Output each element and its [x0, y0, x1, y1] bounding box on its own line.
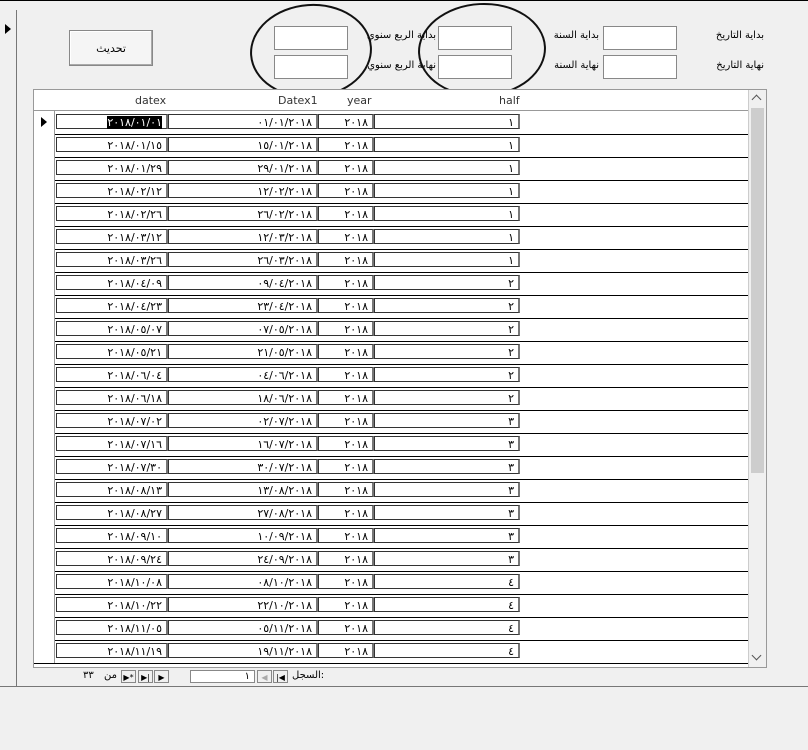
- cell-datex1[interactable]: [168, 459, 318, 474]
- cell-datex[interactable]: [56, 321, 168, 336]
- previous-record-icon[interactable]: ◀: [257, 670, 272, 683]
- cell-datex[interactable]: [56, 574, 168, 589]
- cell-half[interactable]: [374, 643, 520, 658]
- cell-value: ١: [508, 254, 514, 267]
- cell-datex[interactable]: [56, 413, 168, 428]
- cell-datex[interactable]: [56, 183, 168, 198]
- cell-value: ٢: [508, 300, 514, 313]
- scroll-up-icon[interactable]: [752, 95, 762, 105]
- table-row[interactable]: [34, 410, 748, 434]
- cell-value: ١: [508, 139, 514, 152]
- cell-value: ٣: [508, 530, 514, 543]
- cell-value: ٢٠١٨/٠٢/٢٦: [107, 208, 162, 221]
- cell-datex[interactable]: [56, 597, 168, 612]
- cell-value: ٢٠١٨: [344, 507, 368, 520]
- row-selector[interactable]: [34, 456, 55, 479]
- form-selector-arrow-icon: [5, 24, 11, 34]
- cell-value: ٢٤/٠٩/٢٠١٨: [257, 553, 312, 566]
- cell-datex[interactable]: [56, 390, 168, 405]
- table-row[interactable]: [34, 203, 748, 227]
- cell-datex1[interactable]: [168, 252, 318, 267]
- cell-half[interactable]: [374, 597, 520, 612]
- cell-value: ٢٠١٨: [344, 484, 368, 497]
- cell-year[interactable]: [318, 252, 374, 267]
- vertical-scrollbar[interactable]: [748, 90, 767, 667]
- cell-value: ٢٠١٨/٠٥/٠٧: [107, 323, 162, 336]
- cell-value: ٢٠١٨/٠٢/١٢: [107, 185, 162, 198]
- cell-year[interactable]: [318, 505, 374, 520]
- cell-value: ٢٠١٨/٠٨/١٣: [107, 484, 162, 497]
- cell-value: ٢٠١٨: [344, 461, 368, 474]
- cell-value: ٢٠١٨/٠٣/١٢: [107, 231, 162, 244]
- cell-half[interactable]: [374, 160, 520, 175]
- row-selector[interactable]: [34, 272, 55, 295]
- cell-value: ٠٢/٠٧/٢٠١٨: [257, 415, 312, 428]
- cell-half[interactable]: [374, 298, 520, 313]
- cell-value: ١: [508, 185, 514, 198]
- cell-value: ٢٠١٨/٠٨/٢٧: [107, 507, 162, 520]
- cell-value: ١: [508, 231, 514, 244]
- cell-datex[interactable]: [56, 367, 168, 382]
- start-year-label: بداية السنة: [553, 30, 599, 41]
- cell-value: ٢٠١٨/٠٧/١٦: [107, 438, 162, 451]
- current-row-selector-icon[interactable]: [34, 111, 55, 134]
- table-row[interactable]: [34, 341, 748, 365]
- scroll-down-icon[interactable]: [752, 651, 762, 661]
- annotation-circle-year: [416, 0, 549, 100]
- cell-datex[interactable]: [56, 482, 168, 497]
- cell-datex[interactable]: [56, 551, 168, 566]
- table-row[interactable]: [34, 180, 748, 204]
- cell-datex[interactable]: [56, 643, 168, 658]
- form-top-border: [0, 0, 808, 11]
- cell-half[interactable]: [374, 551, 520, 566]
- cell-year[interactable]: [318, 390, 374, 405]
- cell-value: ٢٢/١٠/٢٠١٨: [257, 599, 312, 612]
- cell-value: ٢٠١٨: [344, 323, 368, 336]
- cell-year[interactable]: [318, 160, 374, 175]
- start-quarter-label: بداية الربع سنوي: [366, 30, 436, 41]
- table-row[interactable]: [34, 226, 748, 250]
- cell-half[interactable]: [374, 574, 520, 589]
- cell-value: ٣٠/٠٧/٢٠١٨: [257, 461, 312, 474]
- cell-value: ٤: [508, 645, 514, 658]
- cell-value: ١٠/٠٩/٢٠١٨: [257, 530, 312, 543]
- cell-datex1[interactable]: [168, 137, 318, 152]
- cell-value: ٢٩/٠١/٢٠١٨: [257, 162, 312, 175]
- cell-value: ٢٠١٨: [344, 162, 368, 175]
- column-header-datex1[interactable]: Datex1: [278, 94, 318, 107]
- row-selector[interactable]: [34, 157, 55, 180]
- end-quarter-label: نهاية الربع سنوي: [367, 60, 436, 71]
- cell-datex1[interactable]: [168, 321, 318, 336]
- table-row[interactable]: [34, 433, 748, 457]
- table-row[interactable]: [34, 548, 748, 572]
- cell-year[interactable]: [318, 114, 374, 129]
- table-row[interactable]: [34, 249, 748, 273]
- cell-value: ٢: [508, 323, 514, 336]
- cell-year[interactable]: [318, 643, 374, 658]
- table-row[interactable]: [34, 295, 748, 319]
- cell-datex1[interactable]: [168, 298, 318, 313]
- of-label: من: [104, 670, 117, 681]
- cell-half[interactable]: [374, 206, 520, 221]
- cell-value: ٠٨/١٠/٢٠١٨: [257, 576, 312, 589]
- table-row[interactable]: [34, 157, 748, 181]
- datasheet-grid[interactable]: [33, 89, 767, 668]
- cell-value: ٢: [508, 346, 514, 359]
- cell-value: ٤: [508, 576, 514, 589]
- cell-value: ٢٠١٨: [344, 139, 368, 152]
- cell-value: ١٦/٠٧/٢٠١٨: [257, 438, 312, 451]
- cell-datex1[interactable]: [168, 551, 318, 566]
- cell-datex1[interactable]: [168, 528, 318, 543]
- cell-value: ٢٠١٨: [344, 231, 368, 244]
- cell-year[interactable]: [318, 344, 374, 359]
- cell-value: ٢٧/٠٨/٢٠١٨: [257, 507, 312, 520]
- row-selector[interactable]: [34, 502, 55, 525]
- cell-half[interactable]: [374, 344, 520, 359]
- cell-datex1[interactable]: [168, 574, 318, 589]
- cell-year[interactable]: [318, 298, 374, 313]
- end-date-input[interactable]: [603, 55, 677, 79]
- row-selector[interactable]: [34, 226, 55, 249]
- table-row[interactable]: [34, 364, 748, 388]
- empty-area: [0, 687, 808, 750]
- cell-datex1[interactable]: [168, 620, 318, 635]
- table-row[interactable]: [34, 525, 748, 549]
- cell-year[interactable]: [318, 620, 374, 635]
- column-header-year[interactable]: year: [347, 94, 372, 107]
- cell-datex1[interactable]: [168, 482, 318, 497]
- cell-year[interactable]: [318, 413, 374, 428]
- cell-datex[interactable]: [56, 160, 168, 175]
- table-row[interactable]: [34, 571, 748, 595]
- cell-value: ٣: [508, 415, 514, 428]
- cell-half[interactable]: [374, 229, 520, 244]
- cell-value: ٢٠١٨/٠٣/٢٦: [107, 254, 162, 267]
- cell-value: ٢٠١٨/٠٤/٢٣: [107, 300, 162, 313]
- table-row[interactable]: [34, 640, 748, 664]
- cell-datex[interactable]: [56, 344, 168, 359]
- cell-value: ٢: [508, 277, 514, 290]
- table-row[interactable]: [34, 456, 748, 480]
- row-selector[interactable]: [34, 203, 55, 226]
- cell-half[interactable]: [374, 482, 520, 497]
- cell-value: ١: [508, 208, 514, 221]
- end-year-label: نهاية السنة: [554, 60, 599, 71]
- cell-datex1[interactable]: [168, 275, 318, 290]
- cell-year[interactable]: [318, 436, 374, 451]
- cell-value: ٢: [508, 369, 514, 382]
- cell-datex[interactable]: [56, 206, 168, 221]
- cell-half[interactable]: [374, 505, 520, 520]
- cell-datex[interactable]: [56, 528, 168, 543]
- cell-year[interactable]: [318, 206, 374, 221]
- cell-datex1[interactable]: [168, 229, 318, 244]
- cell-datex[interactable]: [56, 505, 168, 520]
- row-selector[interactable]: [34, 364, 55, 387]
- cell-half[interactable]: [374, 137, 520, 152]
- cell-value: ١٥/٠١/٢٠١٨: [257, 139, 312, 152]
- cell-half[interactable]: [374, 252, 520, 267]
- cell-datex[interactable]: [56, 114, 168, 129]
- cell-value: ٢٠١٨/٠١/١٥: [107, 139, 162, 152]
- cell-year[interactable]: [318, 229, 374, 244]
- table-row[interactable]: [34, 479, 748, 503]
- row-selector[interactable]: [34, 548, 55, 571]
- table-row[interactable]: [34, 502, 748, 526]
- column-header-datex[interactable]: datex: [135, 94, 167, 107]
- row-selector[interactable]: [34, 617, 55, 640]
- cell-value: ٢٠١٨/٠٩/٢٤: [107, 553, 162, 566]
- cell-value: ٣: [508, 484, 514, 497]
- cell-datex[interactable]: [56, 459, 168, 474]
- cell-value: ٢٠١٨: [344, 116, 368, 129]
- cell-value: ٢٣/٠٤/٢٠١٨: [257, 300, 312, 313]
- row-selector[interactable]: [34, 249, 55, 272]
- scrollbar-thumb[interactable]: [751, 108, 764, 473]
- cell-value: ٤: [508, 622, 514, 635]
- cell-datex1[interactable]: [168, 413, 318, 428]
- row-selector[interactable]: [34, 134, 55, 157]
- cell-value: ٢٠١٨/٠٦/١٨: [107, 392, 162, 405]
- cell-value: ٠٧/٠٥/٢٠١٨: [257, 323, 312, 336]
- end-date-label: نهاية التاريخ: [716, 60, 764, 71]
- cell-year[interactable]: [318, 321, 374, 336]
- cell-datex[interactable]: [56, 620, 168, 635]
- cell-half[interactable]: [374, 390, 520, 405]
- cell-year[interactable]: [318, 528, 374, 543]
- cell-value: ١٢/٠٣/٢٠١٨: [257, 231, 312, 244]
- cell-value: ١٣/٠٨/٢٠١٨: [257, 484, 312, 497]
- cell-half[interactable]: [374, 321, 520, 336]
- cell-value: ٢٠١٨: [344, 645, 368, 658]
- cell-value: ٢٦/٠٢/٢٠١٨: [257, 208, 312, 221]
- new-record-icon[interactable]: ▶*: [121, 670, 136, 683]
- current-record-input[interactable]: ١: [190, 670, 255, 683]
- cell-value: ١٢/٠٢/٢٠١٨: [257, 185, 312, 198]
- cell-value: ٢: [508, 392, 514, 405]
- cell-value: ٢٠١٨: [344, 346, 368, 359]
- cell-datex1[interactable]: [168, 114, 318, 129]
- cell-value: ١: [508, 162, 514, 175]
- cell-value: ٢٠١٨: [344, 622, 368, 635]
- table-row[interactable]: [34, 318, 748, 342]
- total-records: ٣٣: [83, 670, 94, 681]
- annotation-circle-quarter: [247, 0, 375, 102]
- cell-value: ٢٠١٨/٠٩/١٠: [107, 530, 162, 543]
- cell-half[interactable]: [374, 114, 520, 129]
- row-selector[interactable]: [34, 479, 55, 502]
- cell-value: ٢٠١٨/٠٧/٠٢: [107, 415, 162, 428]
- cell-value: ٠٩/٠٤/٢٠١٨: [257, 277, 312, 290]
- cell-year[interactable]: [318, 367, 374, 382]
- cell-value: ٢٠١٨: [344, 576, 368, 589]
- cell-value: ٢١/٠٥/٢٠١٨: [257, 346, 312, 359]
- row-selector[interactable]: [34, 433, 55, 456]
- start-date-input[interactable]: [603, 26, 677, 50]
- cell-value: ٢٠١٨/٠٧/٣٠: [107, 461, 162, 474]
- table-row[interactable]: [34, 272, 748, 296]
- cell-year[interactable]: [318, 137, 374, 152]
- cell-half[interactable]: [374, 459, 520, 474]
- row-selector[interactable]: [34, 571, 55, 594]
- cell-value: ٣: [508, 438, 514, 451]
- cell-value: ٢٠١٨/١٠/٠٨: [107, 576, 162, 589]
- cell-value: ٤: [508, 599, 514, 612]
- cell-value: ٢٠١٨/١٠/٢٢: [107, 599, 162, 612]
- cell-value: ٢٠١٨/٠٤/٠٩: [107, 277, 162, 290]
- cell-value: ٢٠١٨: [344, 553, 368, 566]
- cell-datex1[interactable]: [168, 436, 318, 451]
- cell-half[interactable]: [374, 620, 520, 635]
- refresh-button[interactable]: تحديث: [69, 30, 153, 66]
- table-row[interactable]: [34, 134, 748, 158]
- cell-half[interactable]: [374, 367, 520, 382]
- cell-value: ٢٠١٨: [344, 277, 368, 290]
- cell-value: ٢٠١٨/٠٥/٢١: [107, 346, 162, 359]
- row-selector[interactable]: [34, 410, 55, 433]
- cell-value: ٢٠١٨/١١/٠٥: [107, 622, 162, 635]
- cell-value: ٣: [508, 461, 514, 474]
- table-row[interactable]: [34, 111, 748, 135]
- cell-value: ٢٠١٨: [344, 530, 368, 543]
- cell-datex1[interactable]: [168, 367, 318, 382]
- row-selector[interactable]: [34, 640, 55, 663]
- start-date-label: بداية التاريخ: [715, 30, 764, 41]
- cell-half[interactable]: [374, 183, 520, 198]
- cell-value: ٢٠١٨/٠٦/٠٤: [107, 369, 162, 382]
- cell-year[interactable]: [318, 551, 374, 566]
- cell-year[interactable]: [318, 183, 374, 198]
- cell-value: ٢٠١٨: [344, 369, 368, 382]
- cell-datex1[interactable]: [168, 160, 318, 175]
- cell-value: ٢٠١٨: [344, 300, 368, 313]
- record-selector-strip[interactable]: [0, 10, 17, 686]
- first-record-icon[interactable]: |◀: [273, 670, 288, 683]
- cell-value: ١٩/١١/٢٠١٨: [257, 645, 312, 658]
- cell-value: ٢٠١٨: [344, 415, 368, 428]
- cell-value: ٢٠١٨: [344, 599, 368, 612]
- cell-value: ٠٤/٠٦/٢٠١٨: [257, 369, 312, 382]
- column-header-half[interactable]: half: [499, 94, 520, 107]
- row-selector[interactable]: [34, 318, 55, 341]
- cell-year[interactable]: [318, 597, 374, 612]
- cell-datex[interactable]: [56, 298, 168, 313]
- cell-datex1[interactable]: [168, 206, 318, 221]
- cell-value: ٢٠١٨: [344, 438, 368, 451]
- next-record-icon[interactable]: ▶: [154, 670, 169, 683]
- row-selector[interactable]: [34, 295, 55, 318]
- cell-datex[interactable]: [56, 137, 168, 152]
- cell-datex1[interactable]: [168, 390, 318, 405]
- cell-datex1[interactable]: [168, 643, 318, 658]
- cell-value: ٢٠١٨: [344, 208, 368, 221]
- table-row[interactable]: [34, 387, 748, 411]
- cell-value: ٢٠١٨: [344, 254, 368, 267]
- cell-value: ٣: [508, 507, 514, 520]
- cell-value: ٢٠١٨: [344, 185, 368, 198]
- cell-value: ٣: [508, 553, 514, 566]
- table-row[interactable]: [34, 594, 748, 618]
- cell-datex1[interactable]: [168, 344, 318, 359]
- cell-value: ٢٠١٨/٠١/٠١: [107, 116, 162, 129]
- record-label: السجل:: [292, 670, 325, 681]
- row-selector[interactable]: [34, 180, 55, 203]
- cell-value: ١: [508, 116, 514, 129]
- cell-value: ٢٠١٨/٠١/٢٩: [107, 162, 162, 175]
- cell-value: ٢٠١٨/١١/١٩: [107, 645, 162, 658]
- cell-datex1[interactable]: [168, 505, 318, 520]
- row-selector[interactable]: [34, 594, 55, 617]
- cell-year[interactable]: [318, 459, 374, 474]
- cell-value: ١٨/٠٦/٢٠١٨: [257, 392, 312, 405]
- cell-year[interactable]: [318, 482, 374, 497]
- cell-datex[interactable]: [56, 275, 168, 290]
- cell-half[interactable]: [374, 413, 520, 428]
- cell-datex[interactable]: [56, 252, 168, 267]
- cell-value: ٠١/٠١/٢٠١٨: [257, 116, 312, 129]
- last-record-icon[interactable]: ▶|: [138, 670, 153, 683]
- cell-value: ٢٠١٨: [344, 392, 368, 405]
- cell-datex1[interactable]: [168, 183, 318, 198]
- cell-datex[interactable]: [56, 229, 168, 244]
- cell-half[interactable]: [374, 275, 520, 290]
- cell-half[interactable]: [374, 436, 520, 451]
- row-selector[interactable]: [34, 341, 55, 364]
- cell-value: ٢٦/٠٣/٢٠١٨: [257, 254, 312, 267]
- cell-datex1[interactable]: [168, 597, 318, 612]
- cell-year[interactable]: [318, 275, 374, 290]
- row-selector[interactable]: [34, 525, 55, 548]
- cell-datex[interactable]: [56, 436, 168, 451]
- table-row[interactable]: [34, 617, 748, 641]
- record-navigation: [80, 668, 340, 685]
- row-selector[interactable]: [34, 387, 55, 410]
- grid-header: [34, 90, 748, 111]
- cell-year[interactable]: [318, 574, 374, 589]
- cell-value: ٠٥/١١/٢٠١٨: [257, 622, 312, 635]
- cell-half[interactable]: [374, 528, 520, 543]
